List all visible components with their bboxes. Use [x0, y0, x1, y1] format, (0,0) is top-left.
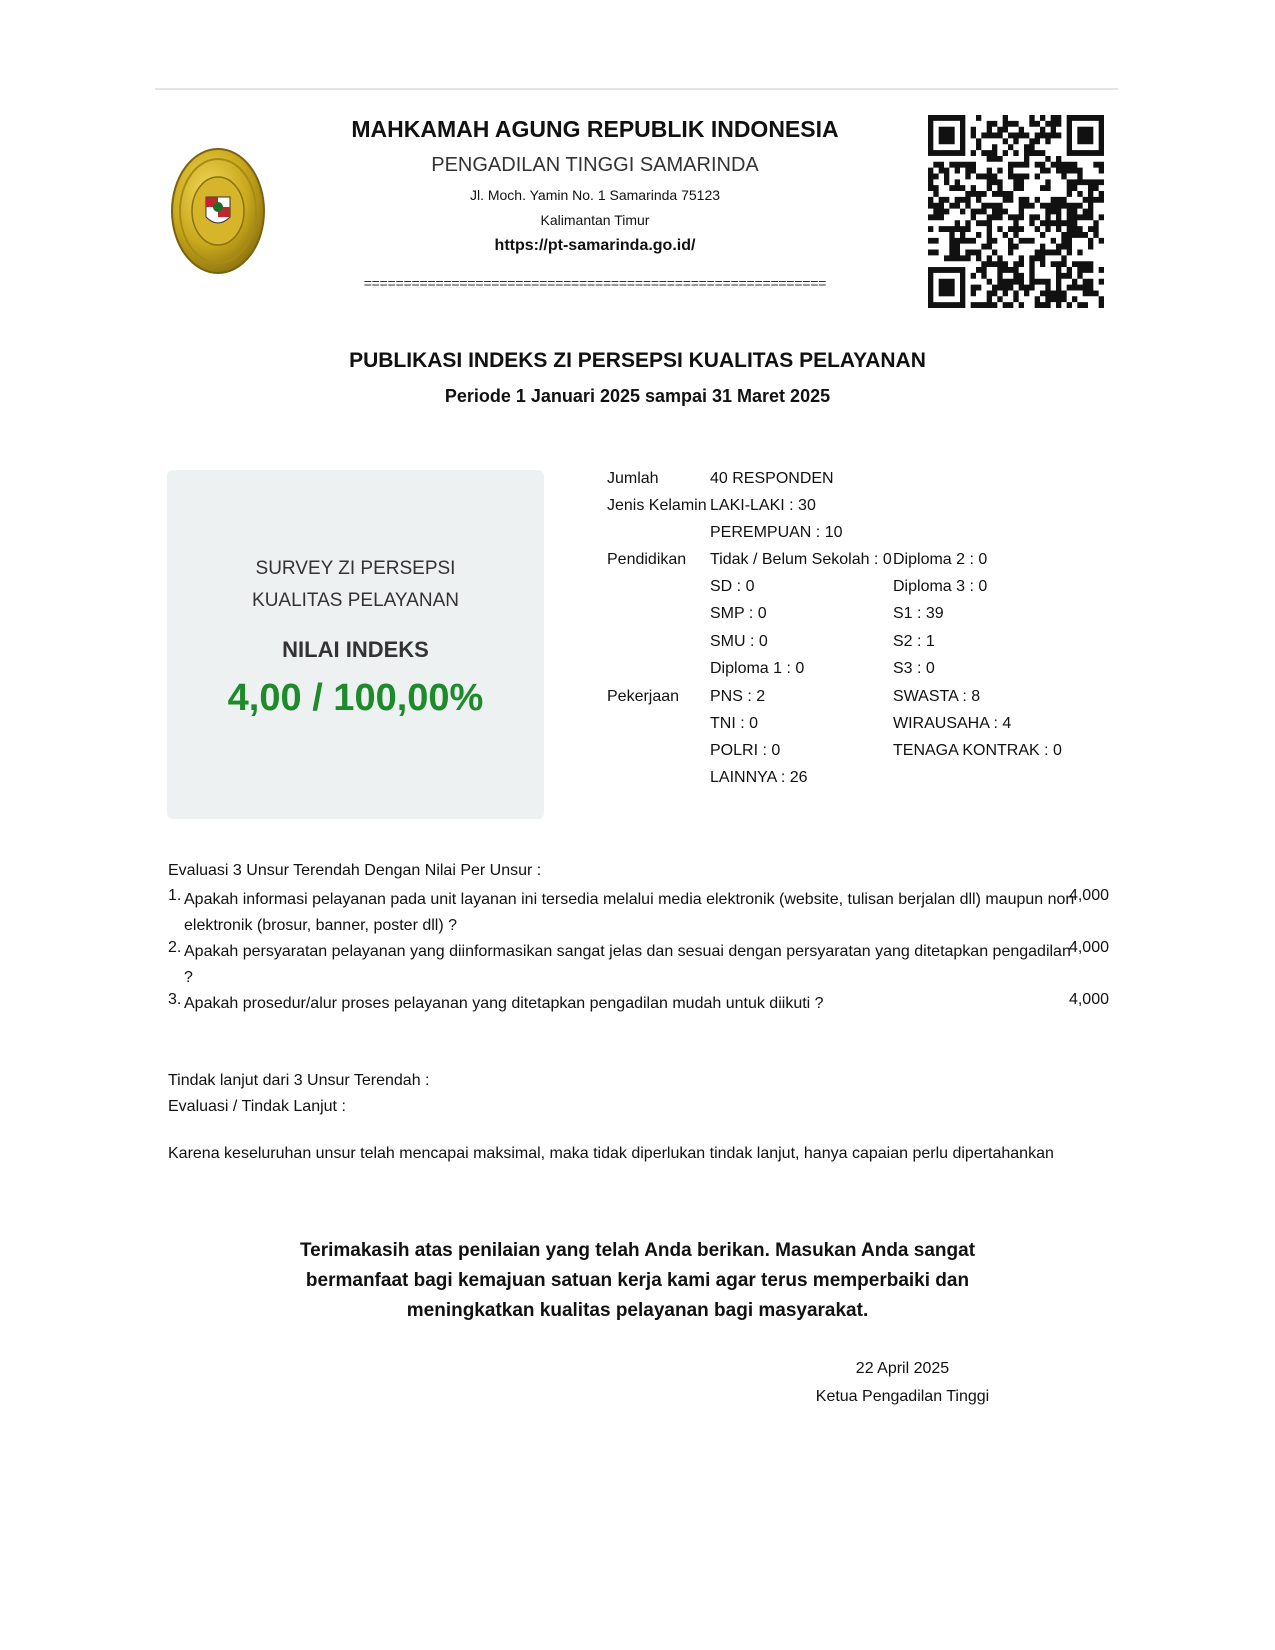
top-divider: [155, 88, 1118, 90]
qr-code-icon: [928, 115, 1104, 308]
signature-role: Ketua Pengadilan Tinggi: [815, 1388, 990, 1405]
evaluation-item-value: 4,000: [1068, 939, 1109, 956]
index-label: NILAI INDEKS: [282, 637, 429, 662]
education-item: S1 : 39: [893, 605, 944, 622]
gender-label: Jenis Kelamin: [607, 497, 707, 514]
education-item: SMP : 0: [710, 605, 767, 622]
count-value: 40 RESPONDEN: [710, 470, 834, 487]
website-url[interactable]: https://pt-samarinda.go.id/: [494, 237, 696, 254]
court-name: PENGADILAN TINGGI SAMARINDA: [431, 154, 759, 176]
occupation-label: Pekerjaan: [607, 688, 680, 705]
evaluation-item-number: 3.: [168, 991, 182, 1008]
occupation-item: POLRI : 0: [710, 742, 781, 759]
occupation-item: SWASTA : 8: [893, 688, 981, 705]
education-item: Diploma 3 : 0: [893, 578, 988, 595]
education-item: Diploma 2 : 0: [893, 551, 988, 568]
signature-date: 22 April 2025: [855, 1360, 950, 1377]
occupation-item: TENAGA KONTRAK : 0: [893, 742, 1062, 759]
evaluation-heading: Evaluasi 3 Unsur Terendah Dengan Nilai Per Unsur :: [168, 862, 542, 879]
evaluation-item: [168, 887, 1113, 939]
evaluation-item-text: Apakah informasi pelayanan pada unit layanan ini tersedia melalui media elektronik (website, tulisan berjalan dll) maupun non elektronik (brosur, banner, poster dll) ?: [184, 891, 1075, 934]
gender-male: LAKI-LAKI : 30: [710, 497, 816, 514]
occupation-item: TNI : 0: [710, 715, 759, 732]
count-label: Jumlah: [607, 470, 659, 487]
organization-name: MAHKAMAH AGUNG REPUBLIK INDONESIA: [351, 116, 839, 142]
education-label: Pendidikan: [607, 551, 687, 568]
education-item: Tidak / Belum Sekolah : 0: [710, 551, 892, 568]
followup-subheading: Evaluasi / Tindak Lanjut :: [168, 1098, 346, 1115]
occupation-item: PNS : 2: [710, 688, 766, 705]
survey-period: Periode 1 Januari 2025 sampai 31 Maret 2025: [444, 386, 831, 406]
address-line-1: Jl. Moch. Yamin No. 1 Samarinda 75123: [469, 187, 721, 203]
education-item: SD : 0: [710, 578, 755, 595]
education-item: S2 : 1: [893, 633, 935, 650]
supreme-court-emblem-icon: [170, 147, 266, 275]
education-item: S3 : 0: [893, 660, 935, 677]
evaluation-item-text: Apakah persyaratan pelayanan yang diinformasikan sangat jelas dan sesuai dengan persyaratan yang ditetapkan pengadilan ?: [184, 943, 1071, 986]
evaluation-item-number: 2.: [168, 939, 182, 956]
gender-female: PEREMPUAN : 10: [710, 524, 843, 541]
evaluation-item: [168, 939, 1113, 991]
followup-text: Karena keseluruhan unsur telah mencapai maksimal, maka tidak diperlukan tindak lanjut, hanya capaian perlu dipertahankan: [168, 1145, 1054, 1162]
education-item: Diploma 1 : 0: [710, 660, 805, 677]
score-box-title-line-2: KUALITAS PELAYANAN: [252, 590, 459, 611]
education-item: SMU : 0: [710, 633, 768, 650]
occupation-item: WIRAUSAHA : 4: [893, 715, 1012, 732]
followup-heading: Tindak lanjut dari 3 Unsur Terendah :: [168, 1072, 430, 1089]
evaluation-item-value: 4,000: [1068, 887, 1109, 904]
address-line-2: Kalimantan Timur: [540, 212, 650, 228]
occupation-item: LAINNYA : 26: [710, 769, 808, 786]
evaluation-item: [168, 991, 1113, 1017]
evaluation-item-number: 1.: [168, 887, 182, 904]
header-separator: ==========================================================: [363, 275, 827, 291]
document-title: PUBLIKASI INDEKS ZI PERSEPSI KUALITAS PELAYANAN: [349, 349, 926, 372]
thank-you-message: Terimakasih atas penilaian yang telah Anda berikan. Masukan Anda sangat bermanfaat bagi kemajuan satuan kerja kami agar terus memperbaiki dan meningkatkan kualitas pelayanan bagi masyarakat.: [299, 1240, 976, 1321]
index-value: 4,00 / 100,00%: [227, 677, 484, 719]
evaluation-item-value: 4,000: [1068, 991, 1109, 1008]
score-box-title-line-1: SURVEY ZI PERSEPSI: [255, 558, 456, 579]
evaluation-item-text: Apakah prosedur/alur proses pelayanan yang ditetapkan pengadilan mudah untuk diikuti ?: [184, 995, 824, 1012]
